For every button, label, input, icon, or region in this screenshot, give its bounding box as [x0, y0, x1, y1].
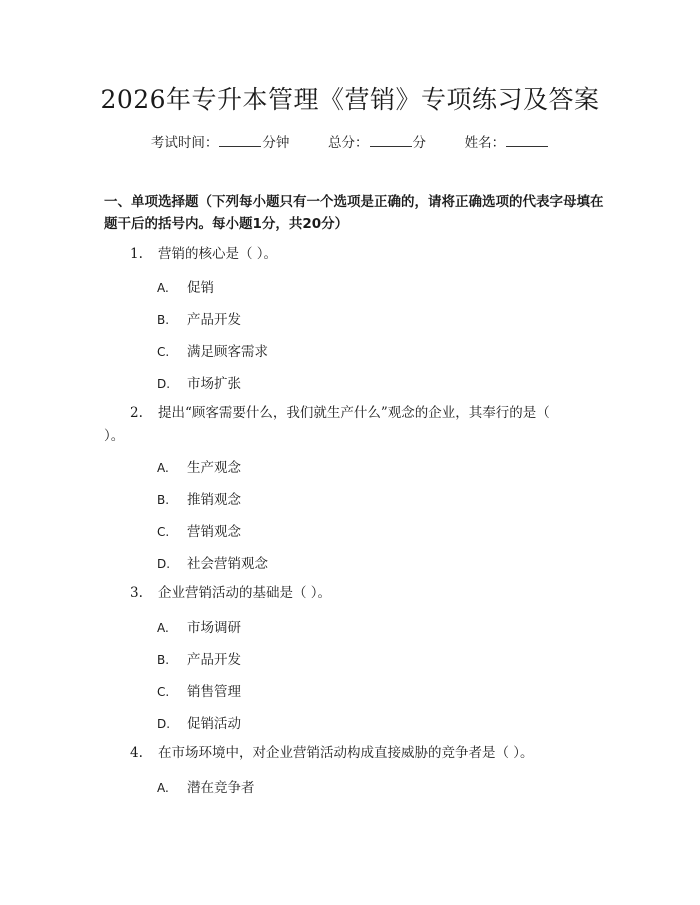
- time-unit: 分钟: [262, 135, 290, 151]
- time-field: [151, 131, 290, 151]
- score-unit: 分: [412, 135, 426, 151]
- option-letter: C.: [157, 525, 170, 539]
- option-text: 产品开发: [187, 652, 241, 668]
- question-2: [104, 402, 574, 448]
- q1-option-a: [157, 276, 214, 296]
- q3-option-b: [157, 648, 241, 668]
- question-1: [130, 243, 277, 266]
- option-letter: D.: [157, 557, 171, 571]
- option-text: 产品开发: [187, 312, 241, 328]
- option-text: 促销: [187, 280, 214, 296]
- option-text: 推销观念: [187, 492, 241, 508]
- question-text: 提出“顾客需要什么，我们就生产什么”观念的企业，其奉行的是（ ）。: [104, 405, 550, 444]
- q1-option-c: [157, 340, 268, 360]
- name-field: [465, 131, 550, 151]
- question-text: 企业营销活动的基础是（ ）。: [158, 585, 332, 601]
- question-3: [130, 582, 331, 605]
- q2-option-d: [157, 552, 268, 572]
- exam-meta-line: [0, 131, 700, 151]
- score-blank: [370, 134, 412, 147]
- question-number: 2.: [130, 405, 143, 421]
- score-label: 总分：: [328, 135, 369, 151]
- q2-option-a: [157, 456, 241, 476]
- q2-option-b: [157, 488, 241, 508]
- option-letter: D.: [157, 377, 171, 391]
- name-label: 姓名：: [464, 135, 506, 151]
- option-letter: C.: [157, 345, 170, 359]
- option-letter: A.: [157, 281, 169, 295]
- option-letter: B.: [157, 653, 170, 667]
- question-text: 营销的核心是（ ）。: [158, 246, 278, 262]
- option-letter: B.: [157, 493, 170, 507]
- name-blank: [506, 134, 548, 147]
- q3-option-a: [157, 616, 241, 636]
- page-title: 2026年专升本管理《营销》专项练习及答案: [100, 85, 600, 114]
- q1-option-b: [157, 308, 241, 328]
- option-text: 潜在竞争者: [187, 780, 255, 796]
- option-letter: C.: [157, 685, 170, 699]
- option-letter: B.: [157, 313, 170, 327]
- question-number: 3.: [130, 585, 143, 601]
- q3-option-c: [157, 680, 241, 700]
- option-text: 市场调研: [187, 620, 241, 636]
- q1-option-d: [157, 372, 241, 392]
- time-label: 考试时间：: [150, 135, 219, 151]
- option-text: 营销观念: [187, 524, 241, 540]
- option-letter: A.: [157, 461, 169, 475]
- q3-option-d: [157, 712, 241, 732]
- option-text: 促销活动: [187, 716, 241, 732]
- question-text: 在市场环境中，对企业营销活动构成直接威胁的竞争者是（ ）。: [158, 745, 534, 761]
- time-blank: [219, 134, 261, 147]
- option-letter: D.: [157, 717, 171, 731]
- option-text: 生产观念: [187, 460, 241, 476]
- option-text: 市场扩张: [187, 376, 241, 392]
- q4-option-a: [157, 776, 255, 796]
- q2-option-c: [157, 520, 241, 540]
- question-number: 1.: [130, 246, 143, 262]
- score-field: [328, 131, 426, 151]
- option-letter: A.: [157, 621, 169, 635]
- section-heading: 一、单项选择题（下列每小题只有一个选项是正确的，请将正确选项的代表字母填在题干后的括号内。每小题1分，共20分）: [104, 194, 604, 232]
- option-letter: A.: [157, 781, 169, 795]
- option-text: 满足顾客需求: [187, 344, 268, 360]
- option-text: 销售管理: [187, 684, 241, 700]
- question-4: [130, 742, 534, 765]
- option-text: 社会营销观念: [187, 556, 268, 572]
- question-number: 4.: [130, 745, 143, 761]
